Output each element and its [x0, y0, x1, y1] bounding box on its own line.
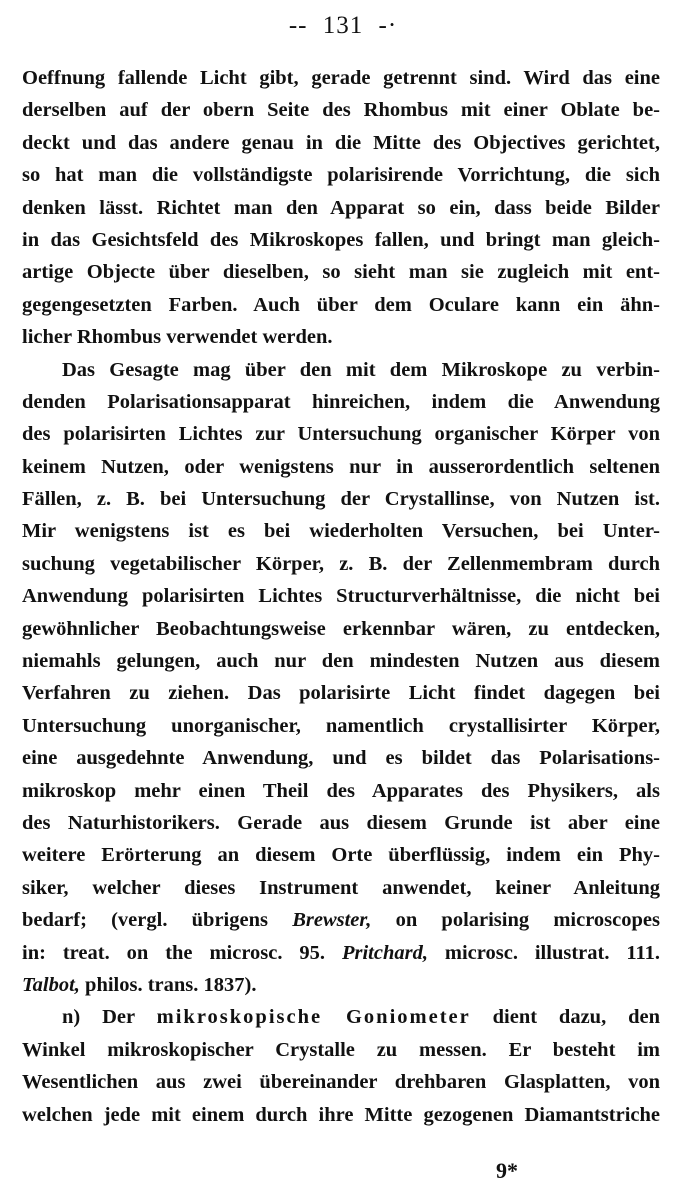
text-line: welchen jede mit einem durch ihre Mitte gezogenen Diamantstriche: [22, 1103, 660, 1126]
text-line: so hat man die vollständigste polarisirende Vorrichtung, die sich: [22, 164, 660, 187]
text-line: derselben auf der obern Seite des Rhombus mit einer Oblate be-: [22, 99, 660, 122]
text-line: gewöhnlicher Beobachtungsweise erkennbar wären, zu entdecken,: [22, 617, 660, 640]
section-label: n) Der: [62, 1006, 157, 1029]
text-line: deckt und das andere genau in die Mitte des Objectives gerichtet,: [22, 131, 660, 154]
text-line: gegengesetzten Farben. Auch über dem Oculare kann ein ähn-: [22, 293, 660, 316]
text-line: Winkel mikroskopischer Crystalle zu messen. Er besteht im: [22, 1038, 660, 1061]
author-name-brewster: Brewster,: [292, 909, 372, 932]
text-line: Wesentlichen aus zwei übereinander drehbaren Glasplatten, von: [22, 1071, 660, 1094]
citation-text: bedarf; (vergl. übrigens: [22, 909, 293, 932]
page-header: [0, 12, 686, 40]
page-number: 131: [322, 12, 364, 39]
text-line: keinem Nutzen, oder wenigstens nur in ausserordentlich seltenen: [22, 455, 660, 478]
author-name-pritchard: Pritchard,: [341, 941, 428, 964]
author-name-talbot: Talbot,: [22, 973, 80, 996]
text-line: Untersuchung unorganischer, namentlich crystallisirter Körper,: [22, 714, 660, 737]
text-line: mikroskop mehr einen Theil des Apparates des Physikers, als: [22, 779, 660, 802]
signature-mark: 9*: [496, 1158, 518, 1183]
text-line: Mir wenigstens ist es bei wiederholten Versuchen, bei Unter-: [22, 520, 660, 543]
text-line-section-n: [22, 1001, 660, 1033]
citation-text: philos. trans. 1837).: [79, 973, 257, 996]
text-line: Verfahren zu ziehen. Das polarisirte Licht findet dagegen bei: [22, 682, 660, 705]
text-line: denden Polarisationsapparat hinreichen, indem die Anwendung: [22, 390, 660, 413]
header-right-dash: -·: [378, 12, 398, 39]
text-line: niemahls gelungen, auch nur den mindesten Nutzen aus diesem: [22, 650, 660, 673]
body-text: [22, 62, 660, 1131]
text-line: weitere Erörterung an diesem Orte überflüssig, indem ein Phy-: [22, 844, 660, 867]
text-line: Das Gesagte mag über den mit dem Mikroskope zu verbin-: [62, 358, 660, 381]
text-line: des Naturhistorikers. Gerade aus diesem Grunde ist aber eine: [22, 811, 660, 834]
text-line-citation: [22, 937, 660, 969]
text-line: Fällen, z. B. bei Untersuchung der Crystallinse, von Nutzen ist.: [22, 488, 660, 511]
section-text: dient dazu, den: [470, 1006, 660, 1029]
header-left-dash: --: [288, 12, 308, 39]
citation-text: in: treat. on the microsc. 95.: [22, 941, 342, 964]
text-line: denken lässt. Richtet man den Apparat so ein, dass beide Bilder: [22, 196, 660, 219]
text-line: in das Gesichtsfeld des Mikroskopes fallen, und bringt man gleich-: [22, 228, 660, 251]
text-line: Oeffnung fallende Licht gibt, gerade getrennt sind. Wird das eine: [22, 67, 660, 89]
text-line: Anwendung polarisirten Lichtes Structurverhältnisse, die nicht bei: [22, 585, 660, 608]
spaced-term: mikroskopische Goniometer: [156, 1006, 471, 1029]
text-line: des polarisirten Lichtes zur Untersuchung organischer Körper von: [22, 423, 660, 446]
citation-text: microsc. illustrat. 111.: [427, 941, 660, 964]
text-line: eine ausgedehnte Anwendung, und es bildet das Polarisations-: [22, 747, 660, 770]
citation-text: on polarising microscopes: [371, 909, 660, 932]
text-line-citation: [22, 904, 660, 936]
text-line: artige Objecte über dieselben, so sieht man sie zugleich mit ent-: [22, 261, 660, 284]
text-line: suchung vegetabilischer Körper, z. B. der Zellenmembram durch: [22, 552, 660, 575]
text-line-citation: [22, 969, 660, 1001]
text-line: siker, welcher dieses Instrument anwendet, keiner Anleitung: [22, 876, 660, 899]
text-line: licher Rhombus verwendet werden.: [22, 326, 333, 349]
